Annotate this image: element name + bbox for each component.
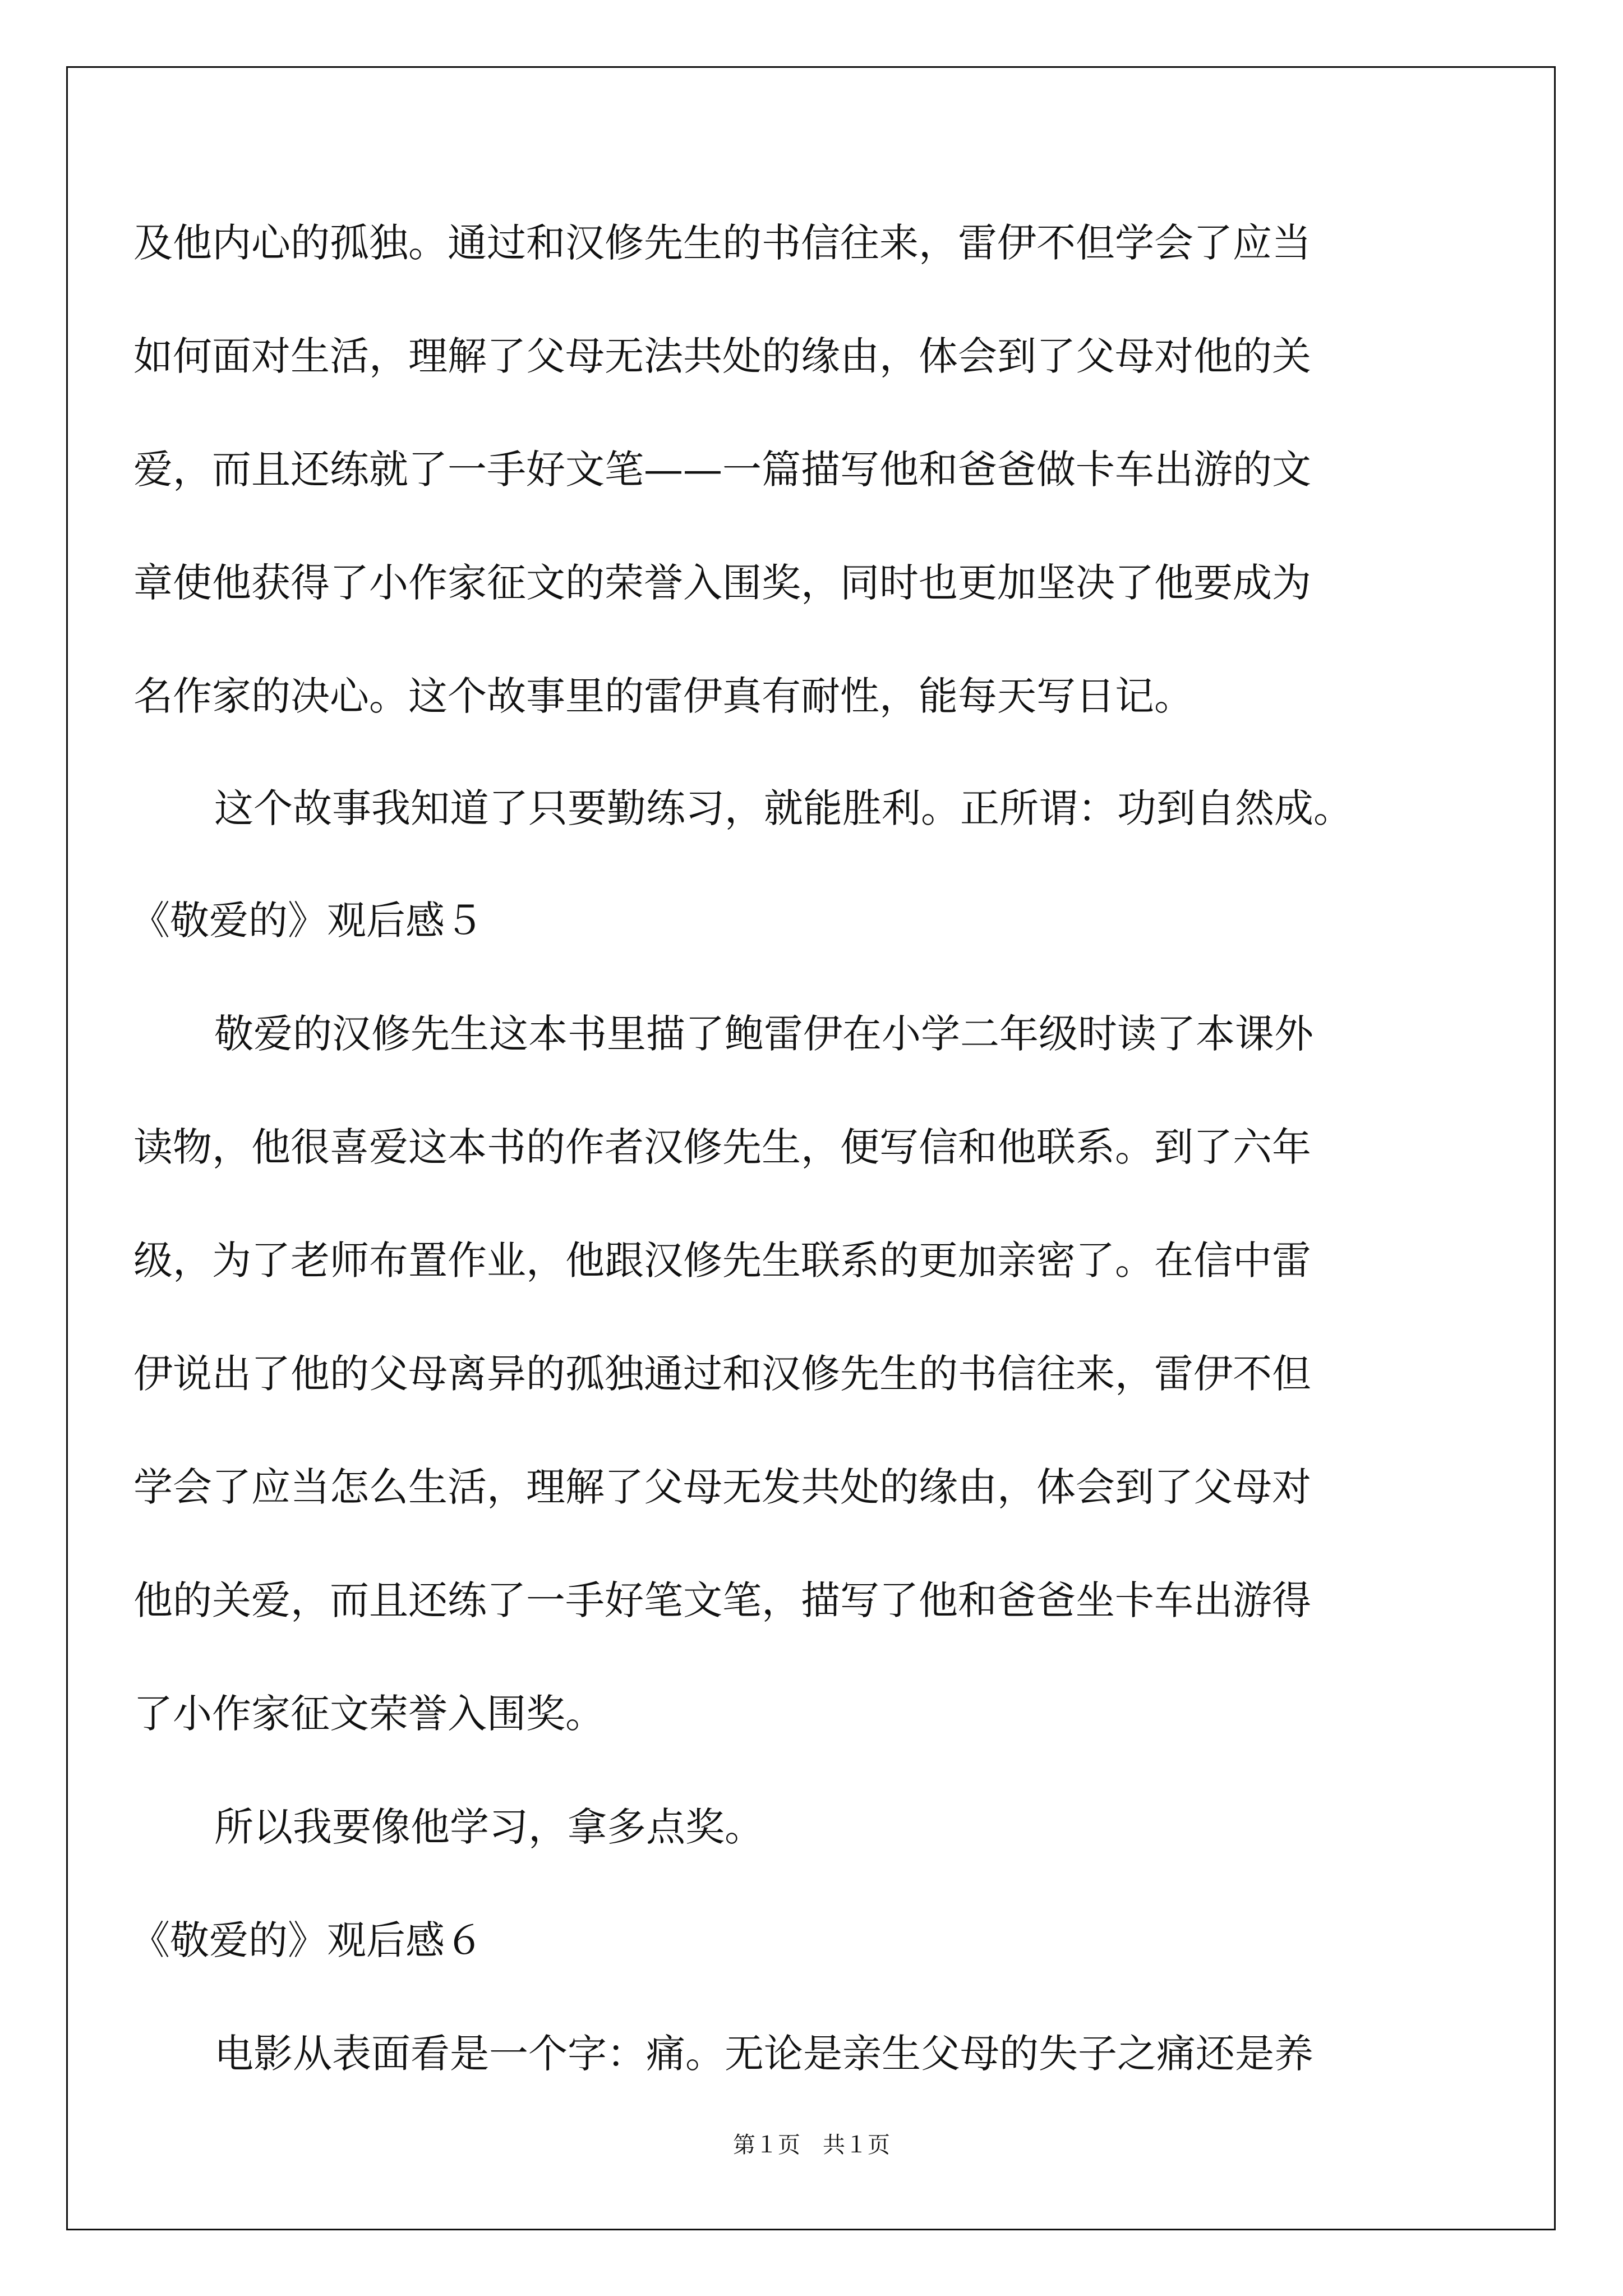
paragraph-line: 及他内心的孤独。通过和汉修先生的书信往来，雷伊不但学会了应当 (133, 220, 1311, 266)
paragraph-line: 他的关爱，而且还练了一手好笔文笔，描写了他和爸爸坐卡车出游得 (133, 1577, 1311, 1623)
page-footer: 第１页 共１页 (733, 2132, 890, 2158)
paragraph-line: 读物，他很喜爱这本书的作者汉修先生，便写信和他联系。到了六年 (133, 1124, 1311, 1170)
paragraph-line: 这个故事我知道了只要勤练习，就能胜利。正所谓：功到自然成。 (214, 785, 1353, 831)
paragraph-line: 伊说出了他的父母离异的孤独通过和汉修先生的书信往来，雷伊不但 (133, 1351, 1311, 1397)
paragraph-line: 敬爱的汉修先生这本书里描了鲍雷伊在小学二年级时读了本课外 (214, 1011, 1313, 1057)
paragraph-line: 章使他获得了小作家征文的荣誉入围奖，同时也更加坚决了他要成为 (133, 560, 1311, 606)
paragraph-line: 所以我要像他学习，拿多点奖。 (214, 1804, 764, 1850)
section-heading: 《敬爱的》观后感５ (131, 898, 484, 944)
paragraph-line: 如何面对生活，理解了父母无法共处的缘由，体会到了父母对他的关 (133, 333, 1311, 379)
paragraph-line: 级，为了老师布置作业，他跟汉修先生联系的更加亲密了。在信中雷 (133, 1237, 1311, 1283)
paragraph-line: 电影从表面看是一个字：痛。无论是亲生父母的失子之痛还是养 (214, 2031, 1313, 2077)
paragraph-line: 了小作家征文荣誉入围奖。 (133, 1691, 605, 1737)
section-heading: 《敬爱的》观后感６ (131, 1917, 484, 1963)
paragraph-line: 名作家的决心。这个故事里的雷伊真有耐性，能每天写日记。 (133, 673, 1193, 719)
paragraph-line: 学会了应当怎么生活，理解了父母无发共处的缘由，体会到了父母对 (133, 1464, 1311, 1510)
paragraph-line: 爱，而且还练就了一手好文笔——一篇描写他和爸爸做卡车出游的文 (133, 447, 1311, 493)
